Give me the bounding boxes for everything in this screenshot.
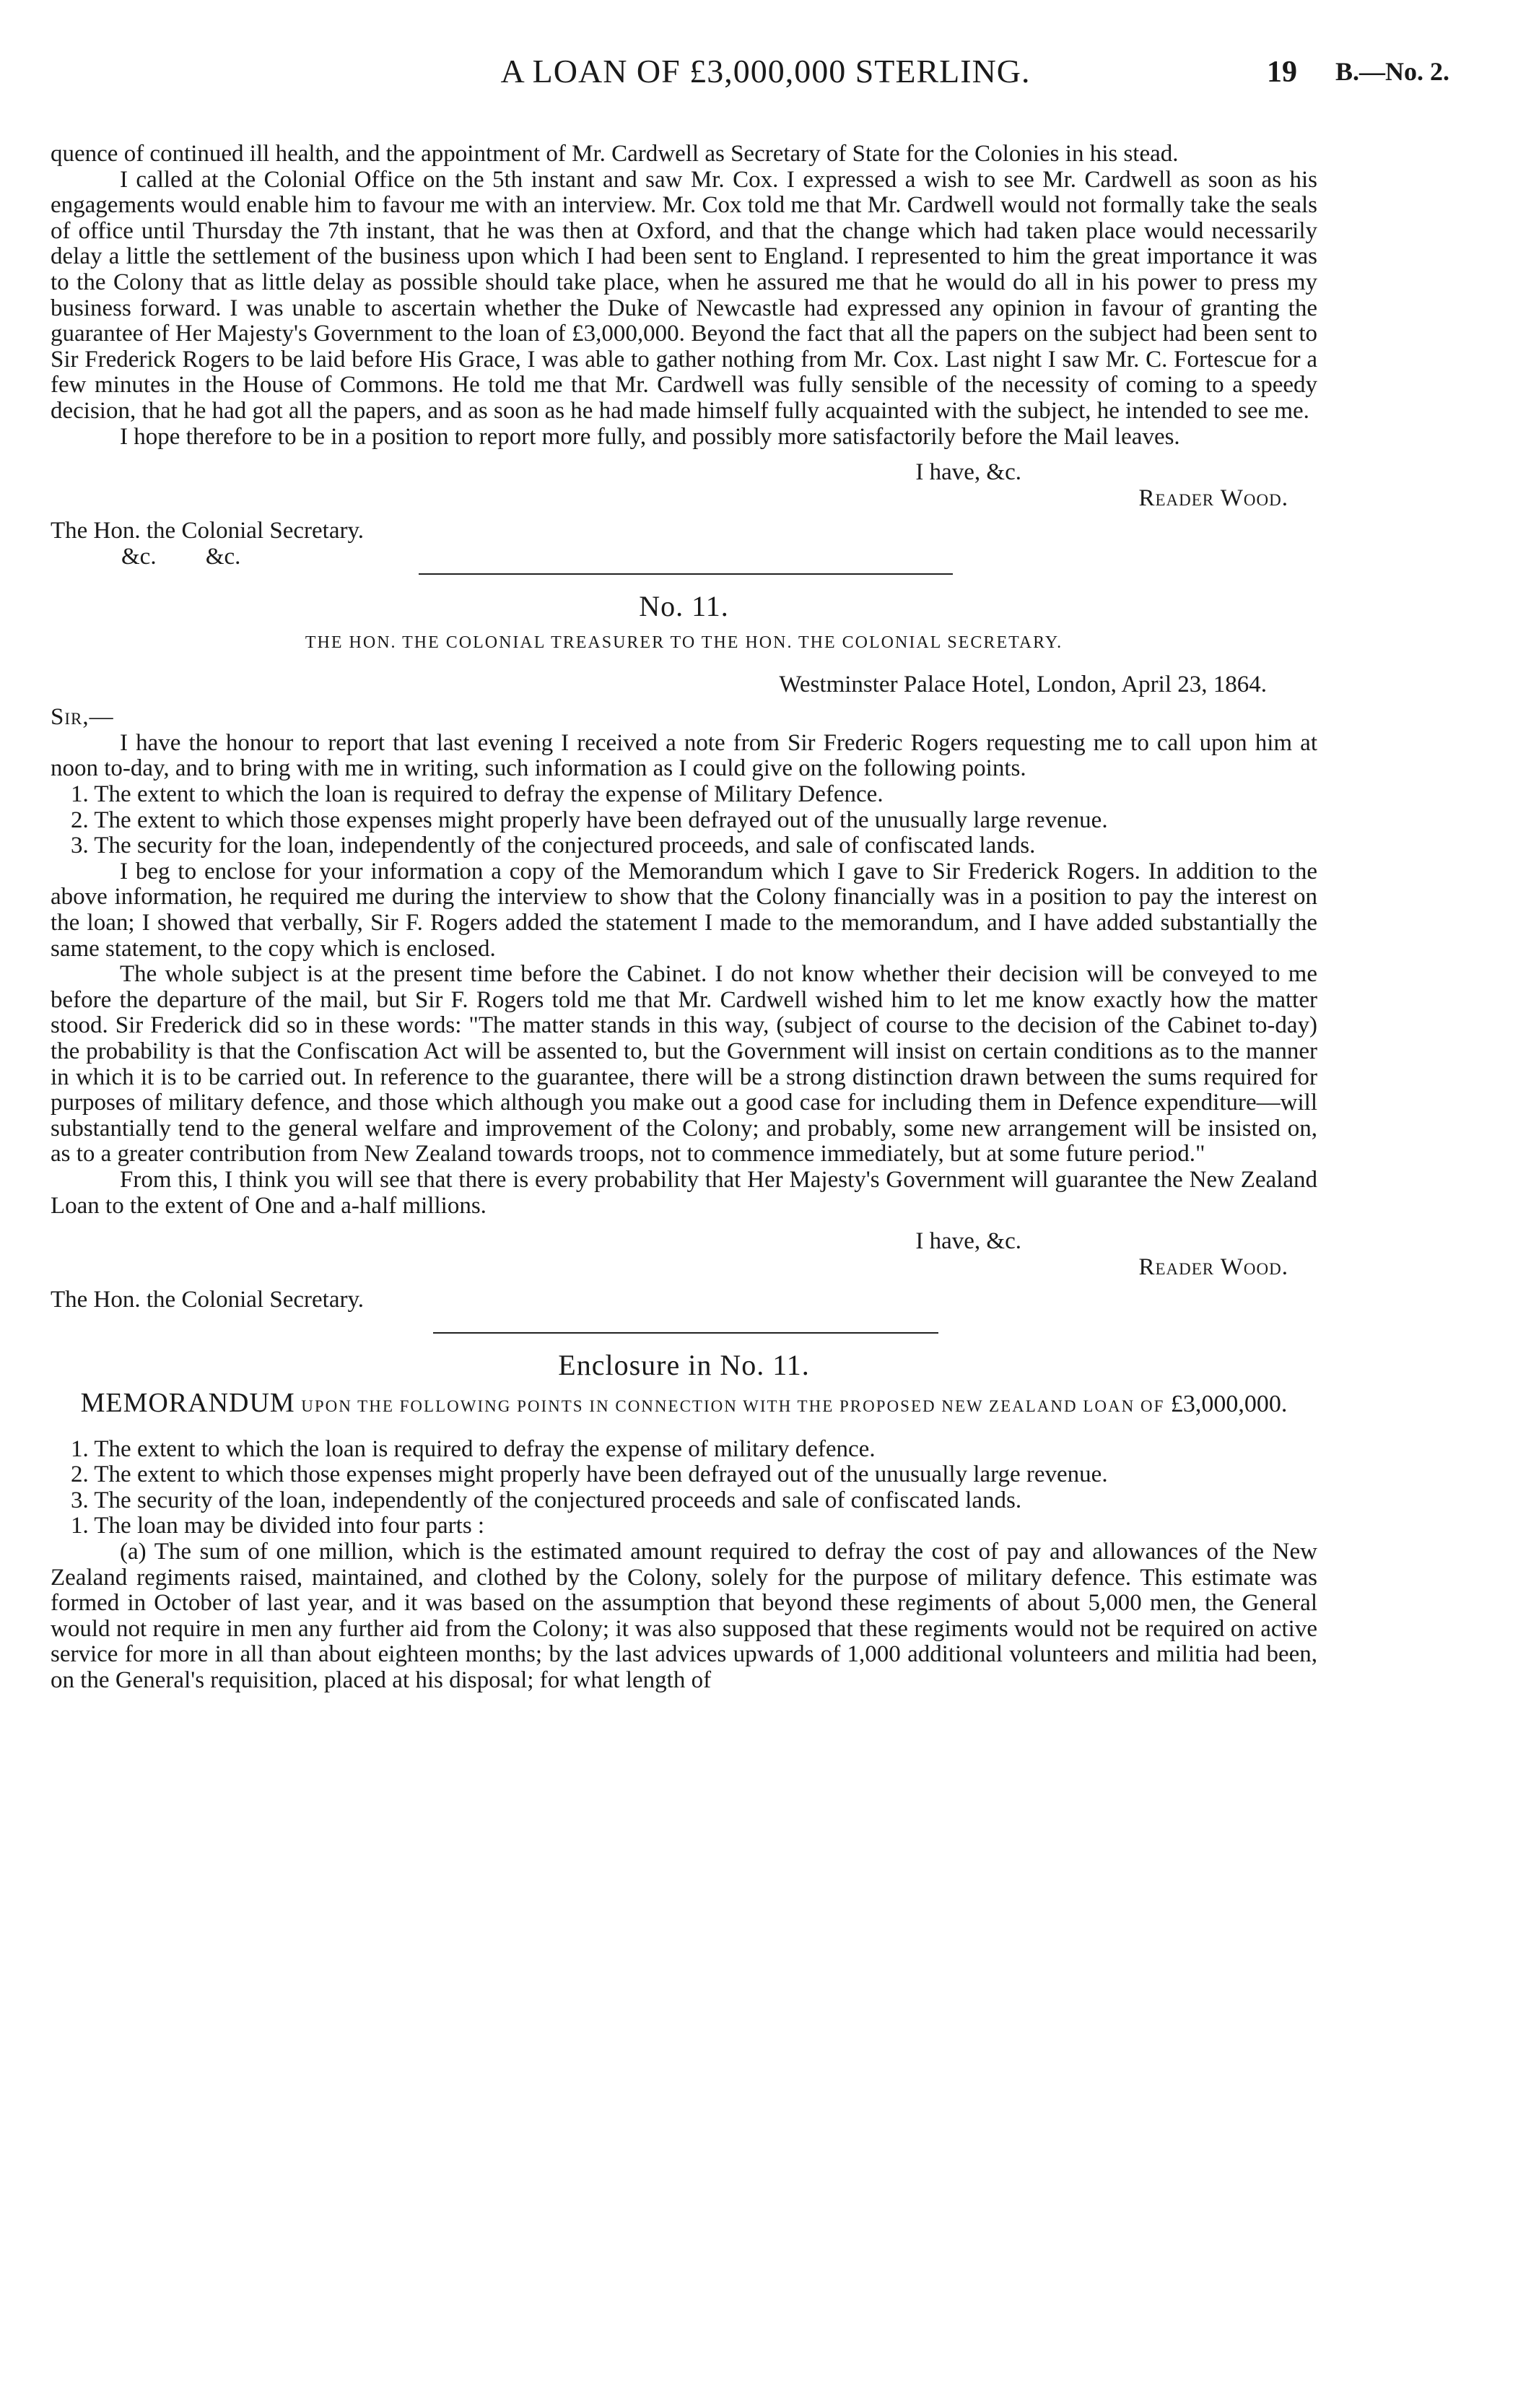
page-title: A LOAN OF £3,000,000 STERLING. (500, 53, 1031, 90)
paragraph: I hope therefore to be in a position to report more fully, and possibly more satisfactorily before the Mail leaves. (120, 423, 1180, 450)
addressee: The Hon. the Colonial Secretary. (51, 518, 365, 544)
addressee: The Hon. the Colonial Secretary. (51, 1287, 365, 1313)
memorandum-label: MEMORANDUM (80, 1387, 295, 1418)
dateline: Westminster Palace Hotel, London, April 23, 1864. (779, 671, 1267, 697)
closing: I have, &c. (915, 459, 1021, 486)
document-reference: B.—No. 2. (1335, 57, 1450, 86)
numbered-point: 2. The extent to which those expenses might properly have been defrayed out of the unusually large revenue. (71, 1461, 1108, 1488)
paragraph: I have the honour to report that last evening I received a note from Sir Frederic Rogers requesting me to call upon him at noon to-day, and to bring with me in writing, such information as I could give on the following points. (51, 729, 1317, 782)
numbered-point: 1. The extent to which the loan is required to defray the expense of military defence. (71, 1435, 876, 1462)
salutation: Sir,— (51, 704, 114, 731)
section-divider (433, 1332, 938, 1334)
etc-2: &c. (205, 543, 241, 570)
numbered-point: 3. The security for the loan, independently of the conjectured proceeds, and sale of confiscated lands. (71, 833, 1036, 859)
memorandum-subject: UPON THE FOLLOWING POINTS IN CONNECTION WITH THE PROPOSED NEW ZEALAND LOAN OF (301, 1396, 1165, 1415)
paragraph: quence of continued ill health, and the appointment of Mr. Cardwell as Secretary of State for the Colonies in his stead. (51, 141, 1179, 167)
paragraph: I beg to enclose for your information a copy of the Memorandum which I gave to Sir Frederick Rogers. In addition to the above information, he required me during the interview to show that the Colony financially was in a position to pay the interest on the loan; I showed that verbally, Sir F. Rogers added the statement I made to the memorandum, and I have added substantially the same statement, to the copy which is enclosed. (51, 858, 1317, 962)
enclosure-heading: Enclosure in No. 11. (558, 1348, 810, 1381)
numbered-point: 2. The extent to which those expenses might properly have been defrayed out of the unusually large revenue. (71, 807, 1108, 833)
numbered-point: 3. The security of the loan, independently of the conjectured proceeds and sale of confiscated lands. (71, 1487, 1022, 1513)
memorandum-amount: £3,000,000. (1170, 1390, 1288, 1417)
signature: Reader Wood. (1138, 484, 1288, 511)
letter-subheading: THE HON. THE COLONIAL TREASURER TO THE HON. THE COLONIAL SECRETARY. (305, 633, 1063, 653)
addressee-etc (51, 544, 1317, 570)
spacer (51, 1420, 1317, 1437)
etc-1: &c. (121, 543, 157, 570)
paragraph: (a) The sum of one million, which is the estimated amount required to defray the cost of pay and allowances of the New Zealand regiments raised, maintained, and clothed by the Colony, solely for the purpose of military defence. This estimate was formed in October of last year, and it was based on the assumption that beyond these regiments of about 5,000 men, the General would not require in men any further aid from the Colony; it was also supposed that these regiments would not be required on active service for more in all than about eighteen months; by the last advices upwards of 1,000 additional volunteers and militia had been, on the General's requisition, placed at his disposal; for what length of (51, 1538, 1317, 1693)
numbered-point: 1. The extent to which the loan is required to defray the expense of Military Defence. (71, 781, 884, 808)
letter-heading: No. 11. (639, 589, 729, 622)
page-header (0, 52, 1531, 110)
closing: I have, &c. (915, 1228, 1021, 1255)
signature: Reader Wood. (1138, 1253, 1288, 1280)
numbered-point: 1. The loan may be divided into four parts : (71, 1513, 485, 1539)
paragraph: From this, I think you will see that there is every probability that Her Majesty's Government will guarantee the New Zealand Loan to the extent of One and a-half millions. (51, 1166, 1317, 1219)
memorandum-title (51, 1387, 1317, 1420)
page-number: 19 (1267, 56, 1297, 89)
section-divider (419, 573, 953, 575)
paragraph: I called at the Colonial Office on the 5th instant and saw Mr. Cox. I expressed a wish to see Mr. Cardwell as soon as his engagements would enable him to favour me with an interview. Mr. Cox told me that Mr. Cardwell would not formally take the seals of office until Thursday the 7th instant, that he was then at Oxford, and that the change which had taken place would necessarily delay a little the settlement of the business upon which I had been sent to England. I represented to him the great importance it was to the Colony that as little delay as possible should take place, when he assured me that he would do all in his power to press my business forward. I was unable to ascertain whether the Duke of Newcastle had expressed any opinion in favour of granting the guarantee of Her Majesty's Government to the loan of £3,000,000. Beyond the fact that all the papers on the subject had been sent to Sir Frederick Rogers to be laid before His Grace, I was able to gather nothing from Mr. Cox. Last night I saw Mr. C. Fortescue for a few minutes in the House of Commons. He told me that Mr. Cardwell was fully sensible of the necessity of coming to a speedy decision, that he had got all the papers, and as soon as he had made himself fully acquainted with the subject, he intended to see me. (51, 166, 1317, 424)
page-body (51, 142, 1317, 1693)
paragraph: The whole subject is at the present time before the Cabinet. I do not know whether their decision will be conveyed to me before the departure of the mail, but Sir F. Rogers told me that Mr. Cardwell wished him to let me know exactly how the matter stood. Sir Frederick did so in these words: "The matter stands in this way, (subject of course to the decision of the Cabinet to-day) the probability is that the Confiscation Act will be assented to, but the Government will insist on certain conditions as to the manner in which it is to be carried out. In reference to the guarantee, there will be a strong distinction drawn between the sums required for purposes of military defence, and those which although you make out a good case for including them in Defence expenditure—will substantially tend to the general welfare and improvement of the Colony; and probably, some new arrangement will be insisted on, as to a greater contribution from New Zealand towards troops, not to commence immediately, but at some future period." (51, 961, 1317, 1168)
